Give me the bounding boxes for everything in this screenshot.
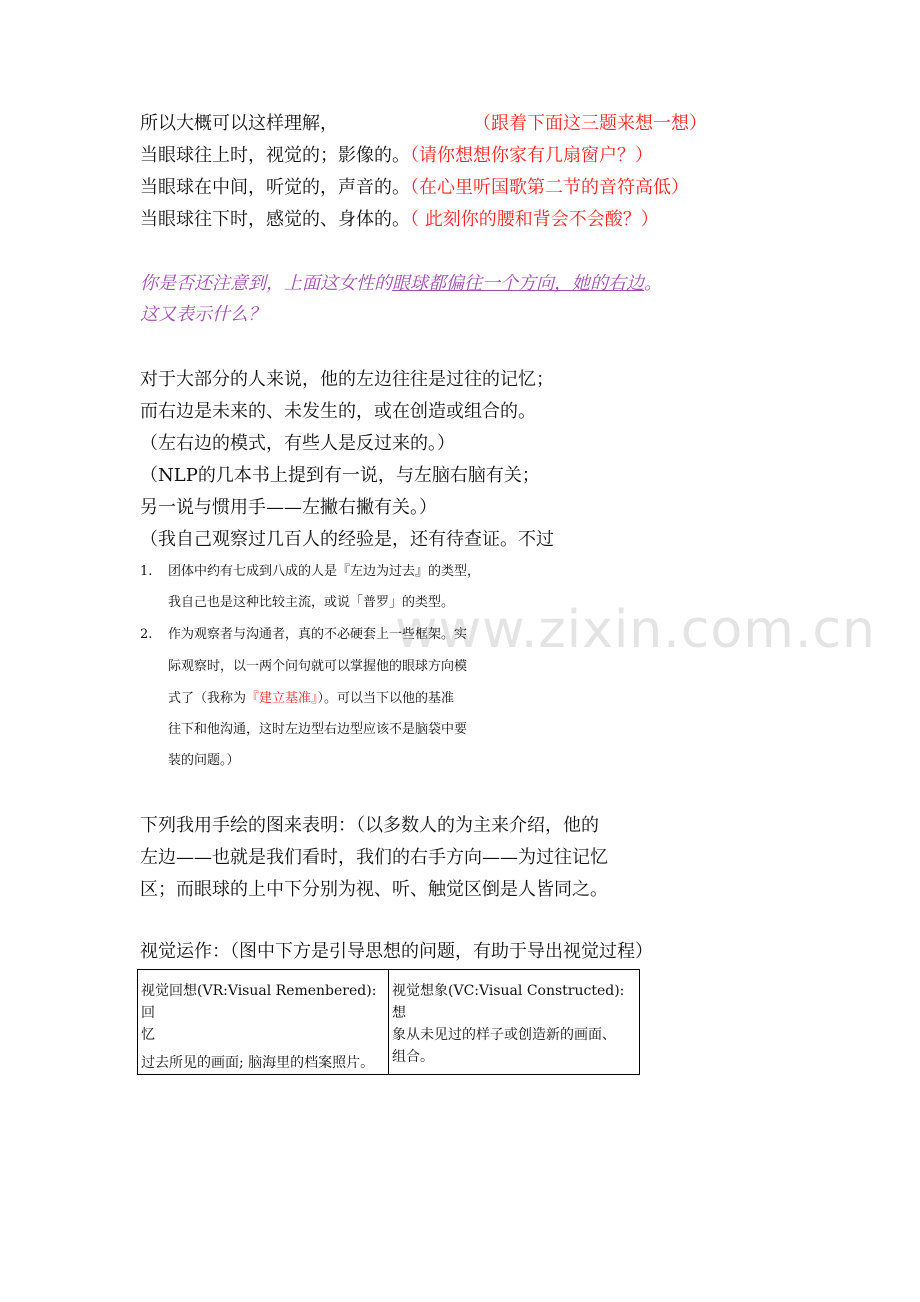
cell-line: 组合。 — [392, 1049, 434, 1065]
visual-heading: 视觉运作：（图中下方是引导思想的问题，有助于导出视觉过程） — [140, 941, 653, 962]
eye-row-down — [140, 208, 659, 232]
question-period: 。 — [644, 273, 662, 294]
visual-remembered-cell — [138, 970, 389, 1075]
cell-line: 象从未见过的样子或创造新的画面、 — [392, 1027, 616, 1043]
eye-row-note: （请你想想你家有几扇窗户？） — [410, 145, 653, 166]
eye-row-middle — [140, 176, 689, 200]
question-underlined-text: 眼球都偏往一个方向，她的右边 — [392, 273, 644, 294]
list-number: 1. — [140, 564, 153, 579]
cell-line: 忆 — [141, 1027, 155, 1043]
question-text: 你是否还注意到，上面这女性的 — [140, 273, 392, 294]
paragraph-line: 对于大部分的人来说，他的左边往往是过往的记忆； — [140, 369, 554, 390]
intro-line — [140, 112, 338, 136]
eye-row-up — [140, 144, 653, 168]
list-number: 2. — [140, 627, 153, 642]
paragraph-line: （NLP的几本书上提到有一说，与左脑右脑有关； — [140, 465, 540, 486]
list-text: ）。可以当下以他的基准 — [317, 691, 455, 706]
cell-line: 过去所见的画面; 脑海里的档案照片。 — [141, 1055, 375, 1071]
eye-row-text: 当眼球往上时，视觉的；影像的。 — [140, 145, 410, 166]
paragraph-line: 另一说与惯用手——左撇右撇有关。） — [140, 497, 437, 518]
paragraph-line: （我自己观察过几百人的经验是，还有待查证。不过 — [140, 529, 554, 550]
list-item-line: 往下和他沟通，这时左边型右边型应该不是脑袋中要 — [168, 722, 468, 737]
question-line-1 — [140, 272, 662, 296]
eye-row-note: （ 此刻你的腰和背会不会酸？） — [410, 209, 659, 230]
intro-text: 所以大概可以这样理解， — [140, 113, 338, 134]
paragraph2-line: 区；而眼球的上中下分别为视、听、触觉区倒是人皆同之。 — [140, 879, 608, 900]
cell-line: 视觉想象(VC:Visual Constructed):想 — [392, 983, 625, 1021]
paragraph2-line: 左边——也就是我们看时，我们的右手方向——为过往记忆 — [140, 847, 608, 868]
paragraph2-line: 下列我用手绘的图来表明：（以多数人的为主来介绍，他的 — [140, 815, 599, 836]
visual-table — [137, 969, 640, 1075]
cell-line: 视觉回想(VR:Visual Remenbered):回 — [141, 983, 377, 1021]
list-item-line: 我自己也是这种比较主流，或说「普罗」的类型。 — [168, 595, 455, 610]
list-text: 式了（我称为 — [168, 691, 247, 706]
list-item-line: 团体中约有七成到八成的人是『左边为过去』的类型， — [168, 564, 481, 579]
eye-row-text: 当眼球往下时，感觉的、身体的。 — [140, 209, 410, 230]
list-item-line: 作为观察者与沟通者，真的不必硬套上一些框架。实 — [168, 627, 468, 642]
visual-constructed-cell — [389, 970, 640, 1075]
eye-row-note: （在心里听国歌第二节的音符高低） — [410, 177, 689, 198]
watermark: www.zixin.com.cn — [395, 600, 876, 660]
eye-row-text: 当眼球在中间，听觉的，声音的。 — [140, 177, 410, 198]
intro-note: （跟着下面这三题来想一想） — [473, 113, 707, 134]
question-line-2: 这又表示什么？ — [140, 304, 266, 325]
list-highlight: 『建立基准』 — [246, 691, 318, 706]
list-item-line: 际观察时，以一两个问句就可以掌握他的眼球方向模 — [168, 659, 468, 674]
paragraph-line: （左右边的模式，有些人是反过来的。） — [140, 433, 455, 454]
paragraph-line: 而右边是未来的、未发生的，或在创造或组合的。 — [140, 401, 536, 422]
list-item-line: 装的问题。） — [168, 753, 240, 768]
list-item-line — [168, 690, 454, 708]
